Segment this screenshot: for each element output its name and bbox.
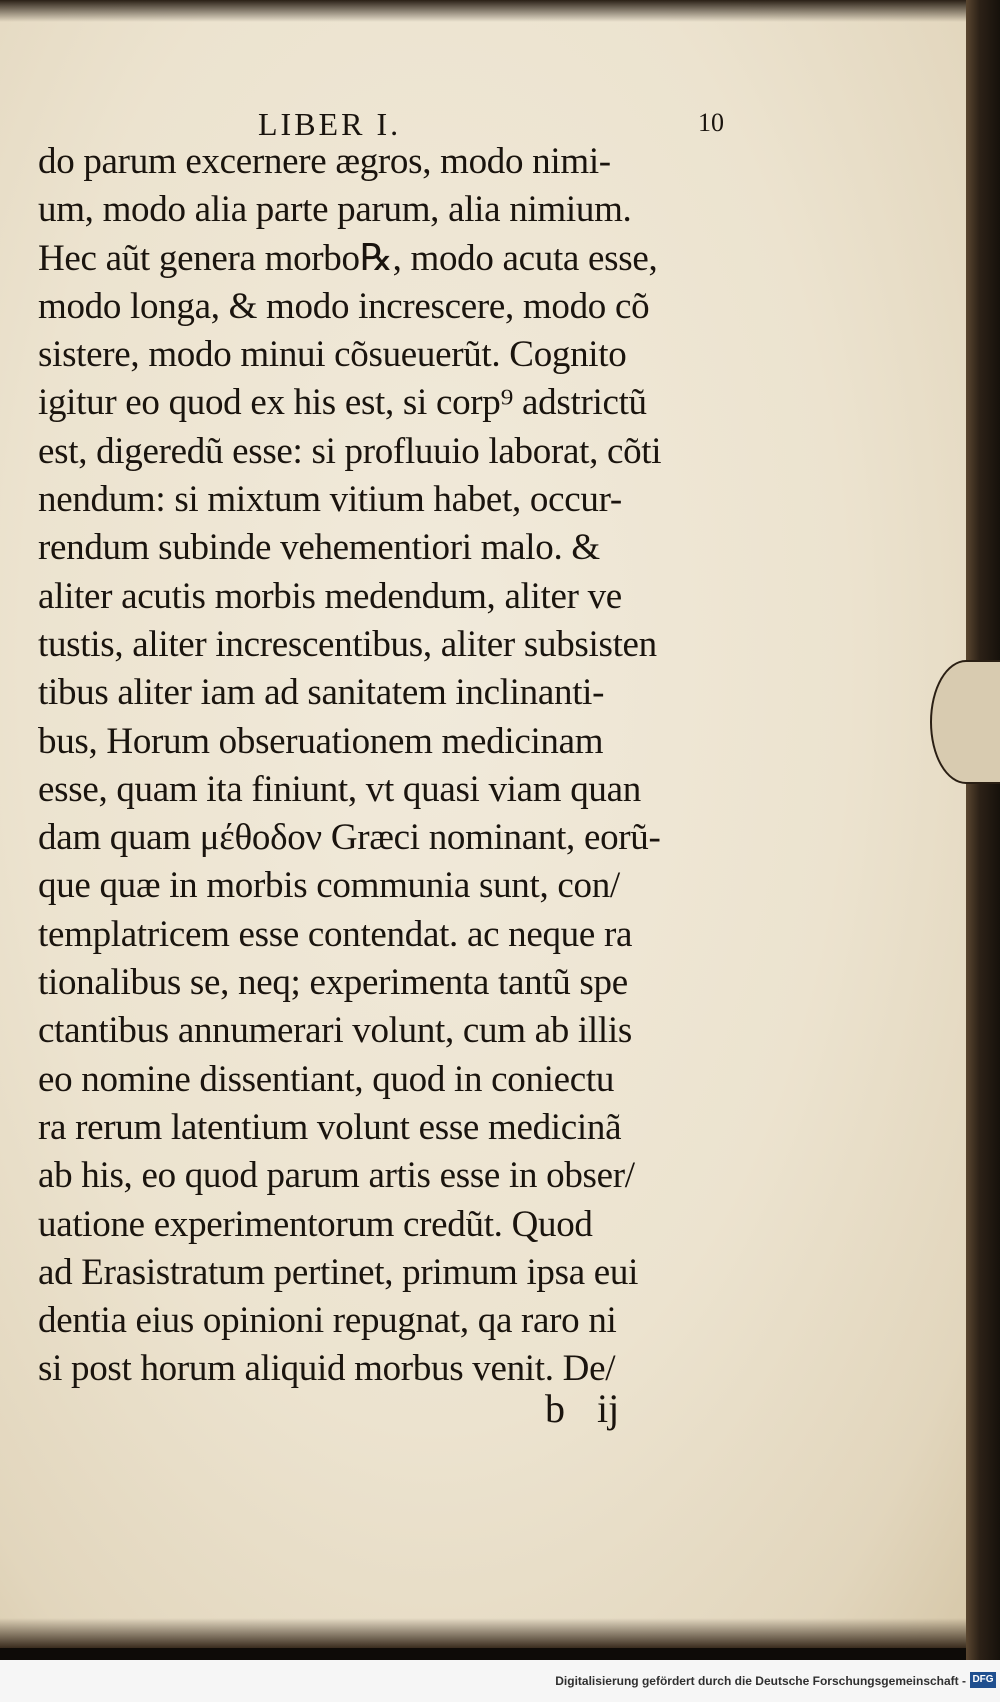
footer-credit: Digitalisierung gefördert durch die Deutsche Forschungsgemeinschaft - xyxy=(555,1674,966,1688)
dfg-logo: DFG xyxy=(970,1672,996,1688)
text-line: tionalibus se, neq; experimenta tantũ spe xyxy=(38,962,628,1004)
page-bottom-shadow xyxy=(0,1618,966,1648)
text-line: dentia eius opinioni repugnat, qa raro ni xyxy=(38,1300,617,1342)
text-line: do parum excernere ægros, modo nimi- xyxy=(38,141,611,182)
page-top-shadow xyxy=(0,0,966,22)
text-line: templatricem esse contendat. ac neque ra xyxy=(38,913,633,955)
text-line: eo nomine dissentiant, quod in coniectu xyxy=(38,1058,615,1100)
text-line: tibus aliter iam ad sanitatem inclinanti- xyxy=(38,672,605,714)
page-edge xyxy=(966,0,1000,1660)
text-line: rendum subinde vehementiori malo. & xyxy=(38,527,600,569)
text-line: tustis, aliter increscentibus, aliter subsisten xyxy=(38,623,657,665)
text-line: uatione experimentorum credũt. Quod xyxy=(38,1203,593,1245)
text-line: ad Erasistratum pertinet, primum ipsa eui xyxy=(38,1251,639,1293)
running-head: LIBER I. xyxy=(258,106,402,142)
text-line: dam quam μέθοδον Græci nominant, eorũ- xyxy=(38,817,661,859)
page-edge-tab xyxy=(930,660,1000,784)
text-line: um, modo alia parte parum, alia nimium. xyxy=(38,189,632,231)
text-line: que quæ in morbis communia sunt, con/ xyxy=(38,865,620,907)
text-line: aliter acutis morbis medendum, aliter ve xyxy=(38,575,622,617)
text-line: ab his, eo quod parum artis esse in obser/ xyxy=(38,1155,635,1197)
text-line: Hec aũt genera morbo℞, modo acuta esse, xyxy=(38,237,658,279)
text-line: est, digeredũ esse: si profluuio laborat, cõti xyxy=(38,430,662,472)
text-line: modo longa, & modo increscere, modo cõ xyxy=(38,285,650,327)
digitization-footer xyxy=(0,1660,1000,1702)
signature-mark: b ij xyxy=(545,1386,620,1431)
text-line: ctantibus annumerari volunt, cum ab illis xyxy=(38,1010,632,1052)
text-block xyxy=(38,138,764,1394)
text-line: ra rerum latentium volunt esse medicinã xyxy=(38,1106,622,1148)
text-line: esse, quam ita finiunt, vt quasi viam quan xyxy=(38,768,641,810)
text-line: sistere, modo minui cõsueuerũt. Cognito xyxy=(38,334,627,376)
text-line: igitur eo quod ex his est, si corp⁹ adstrictũ xyxy=(38,382,647,424)
folio-number: 10 xyxy=(698,108,724,137)
text-line: bus, Horum obseruationem medicinam xyxy=(38,720,604,762)
text-line: si post horum aliquid morbus venit. De/ xyxy=(38,1348,616,1390)
text-line: nendum: si mixtum vitium habet, occur- xyxy=(38,479,622,521)
